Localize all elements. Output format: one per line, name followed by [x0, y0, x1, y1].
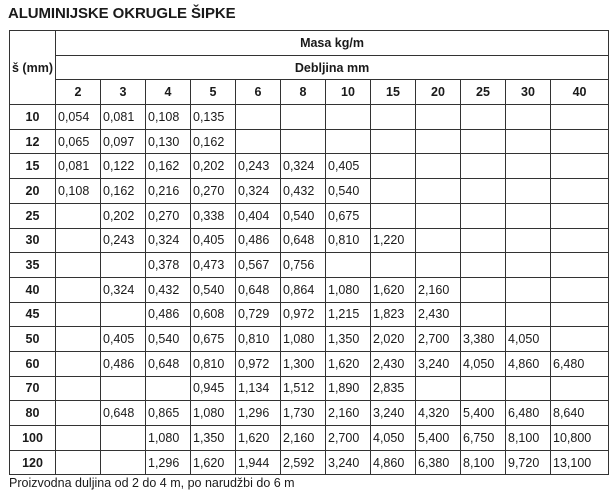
table-cell	[56, 450, 101, 475]
table-row	[10, 327, 609, 352]
table-cell: 0,108	[146, 105, 191, 130]
table-cell: 6,750	[461, 426, 506, 451]
table-cell	[506, 253, 551, 278]
group-header-cell: Masa kg/m	[56, 31, 609, 56]
page-title: ALUMINIJSKE OKRUGLE ŠIPKE	[8, 5, 236, 22]
table-cell	[146, 376, 191, 401]
table-cell: 0,864	[281, 277, 326, 302]
table-row	[10, 129, 609, 154]
table-cell: 0,324	[281, 154, 326, 179]
column-header: 4	[146, 80, 191, 105]
table-cell	[551, 277, 609, 302]
table-cell	[371, 129, 416, 154]
column-header: 15	[371, 80, 416, 105]
table-cell: 0,432	[146, 277, 191, 302]
row-label: 80	[10, 401, 56, 426]
table-cell	[326, 129, 371, 154]
table-cell: 2,835	[371, 376, 416, 401]
row-label: 10	[10, 105, 56, 130]
table-cell	[101, 426, 146, 451]
table-cell	[371, 105, 416, 130]
table-cell	[551, 228, 609, 253]
table-cell: 0,065	[56, 129, 101, 154]
table-row	[10, 401, 609, 426]
table-cell: 4,860	[506, 351, 551, 376]
table-cell: 0,972	[236, 351, 281, 376]
table-row	[10, 105, 609, 130]
sub-header-row	[10, 55, 609, 80]
table-cell: 4,320	[416, 401, 461, 426]
table-cell	[461, 154, 506, 179]
footnote: Proizvodna duljina od 2 do 4 m, po narudžbi do 6 m	[9, 476, 295, 490]
table-cell: 3,240	[326, 450, 371, 475]
table-cell: 0,324	[101, 277, 146, 302]
table-cell: 0,486	[101, 351, 146, 376]
table-cell: 0,540	[191, 277, 236, 302]
table-cell	[551, 129, 609, 154]
table-cell: 0,810	[236, 327, 281, 352]
table-cell	[56, 228, 101, 253]
table-cell: 0,648	[236, 277, 281, 302]
table-cell: 0,405	[101, 327, 146, 352]
table-row	[10, 376, 609, 401]
row-label: 35	[10, 253, 56, 278]
table-cell: 0,865	[146, 401, 191, 426]
table-cell: 9,720	[506, 450, 551, 475]
table-cell: 2,160	[416, 277, 461, 302]
table-cell: 1,134	[236, 376, 281, 401]
table-cell: 0,432	[281, 179, 326, 204]
table-cell: 0,473	[191, 253, 236, 278]
column-header: 10	[326, 80, 371, 105]
table-cell: 8,640	[551, 401, 609, 426]
table-cell: 1,730	[281, 401, 326, 426]
table-row	[10, 277, 609, 302]
mass-table	[9, 30, 609, 475]
table-cell	[551, 253, 609, 278]
row-label: 12	[10, 129, 56, 154]
table-cell: 0,540	[146, 327, 191, 352]
table-cell	[371, 179, 416, 204]
table-cell	[506, 302, 551, 327]
table-cell	[461, 277, 506, 302]
table-row	[10, 203, 609, 228]
table-cell: 1,620	[191, 450, 236, 475]
table-cell	[551, 376, 609, 401]
table-cell	[506, 376, 551, 401]
table-cell: 1,350	[326, 327, 371, 352]
table-cell	[56, 376, 101, 401]
table-cell: 0,135	[191, 105, 236, 130]
table-cell	[56, 351, 101, 376]
table-cell: 1,512	[281, 376, 326, 401]
table-cell	[416, 179, 461, 204]
table-cell	[461, 179, 506, 204]
table-cell	[416, 203, 461, 228]
table-cell	[371, 253, 416, 278]
table-cell: 0,756	[281, 253, 326, 278]
table-cell	[371, 203, 416, 228]
row-label: 70	[10, 376, 56, 401]
table-cell: 0,270	[191, 179, 236, 204]
table-cell	[326, 253, 371, 278]
table-cell: 1,300	[281, 351, 326, 376]
table-cell: 0,202	[191, 154, 236, 179]
row-label: 40	[10, 277, 56, 302]
table-cell: 1,350	[191, 426, 236, 451]
row-label: 25	[10, 203, 56, 228]
table-cell	[326, 105, 371, 130]
table-cell: 0,162	[191, 129, 236, 154]
column-header: 30	[506, 80, 551, 105]
table-cell	[506, 105, 551, 130]
table-cell	[56, 253, 101, 278]
sub-header-cell: Debljina mm	[56, 55, 609, 80]
table-cell: 1,620	[371, 277, 416, 302]
table-cell: 0,540	[281, 203, 326, 228]
column-header: 2	[56, 80, 101, 105]
table-cell	[551, 302, 609, 327]
table-cell	[416, 376, 461, 401]
table-cell: 2,160	[326, 401, 371, 426]
table-cell: 0,324	[146, 228, 191, 253]
column-header: 6	[236, 80, 281, 105]
table-row	[10, 426, 609, 451]
table-cell: 5,400	[461, 401, 506, 426]
table-cell	[461, 302, 506, 327]
column-header: 20	[416, 80, 461, 105]
table-cell: 0,810	[326, 228, 371, 253]
table-cell	[56, 327, 101, 352]
table-cell: 0,270	[146, 203, 191, 228]
table-cell: 8,100	[461, 450, 506, 475]
table-cell: 2,700	[326, 426, 371, 451]
table-cell: 0,243	[101, 228, 146, 253]
table-cell	[506, 129, 551, 154]
table-cell	[416, 129, 461, 154]
table-cell: 0,567	[236, 253, 281, 278]
table-cell	[506, 203, 551, 228]
table-cell: 1,220	[371, 228, 416, 253]
row-header-cell: š (mm)	[10, 31, 56, 105]
table-cell: 6,480	[506, 401, 551, 426]
table-row	[10, 228, 609, 253]
table-cell: 0,810	[191, 351, 236, 376]
row-label: 20	[10, 179, 56, 204]
table-cell: 0,405	[326, 154, 371, 179]
table-cell: 0,729	[236, 302, 281, 327]
row-label: 30	[10, 228, 56, 253]
table-cell: 0,243	[236, 154, 281, 179]
table-cell: 2,430	[371, 351, 416, 376]
table-cell	[551, 203, 609, 228]
row-label: 50	[10, 327, 56, 352]
table-cell: 3,380	[461, 327, 506, 352]
table-cell: 1,080	[326, 277, 371, 302]
column-header: 3	[101, 80, 146, 105]
table-cell	[551, 179, 609, 204]
table-cell: 1,080	[191, 401, 236, 426]
table-cell: 13,100	[551, 450, 609, 475]
table-cell	[416, 154, 461, 179]
table-cell	[236, 129, 281, 154]
table-cell: 2,700	[416, 327, 461, 352]
table-cell	[101, 302, 146, 327]
table-cell: 8,100	[506, 426, 551, 451]
table-cell: 1,890	[326, 376, 371, 401]
table-cell: 0,608	[191, 302, 236, 327]
table-cell: 0,338	[191, 203, 236, 228]
table-cell: 0,675	[326, 203, 371, 228]
table-cell	[56, 426, 101, 451]
table-cell	[461, 376, 506, 401]
table-cell: 3,240	[371, 401, 416, 426]
table-cell: 0,162	[101, 179, 146, 204]
table-cell: 0,216	[146, 179, 191, 204]
row-label: 15	[10, 154, 56, 179]
table-row	[10, 154, 609, 179]
row-label: 60	[10, 351, 56, 376]
table-cell	[461, 253, 506, 278]
table-cell	[506, 179, 551, 204]
table-cell	[416, 105, 461, 130]
table-cell: 2,160	[281, 426, 326, 451]
table-cell	[551, 105, 609, 130]
column-header-row	[10, 80, 609, 105]
table-cell	[461, 129, 506, 154]
table-cell: 4,050	[461, 351, 506, 376]
table-cell: 0,648	[281, 228, 326, 253]
table-cell	[281, 129, 326, 154]
row-label: 120	[10, 450, 56, 475]
table-cell: 0,108	[56, 179, 101, 204]
table-cell: 0,081	[56, 154, 101, 179]
table-cell	[236, 105, 281, 130]
table-row	[10, 351, 609, 376]
table-row	[10, 179, 609, 204]
table-cell: 2,020	[371, 327, 416, 352]
table-cell: 2,430	[416, 302, 461, 327]
table-cell	[461, 105, 506, 130]
table-cell	[281, 105, 326, 130]
table-cell: 1,620	[326, 351, 371, 376]
table-cell: 1,080	[281, 327, 326, 352]
group-header-row	[10, 31, 609, 56]
table-cell: 1,296	[236, 401, 281, 426]
table-cell: 1,080	[146, 426, 191, 451]
row-label: 45	[10, 302, 56, 327]
table-cell: 0,648	[146, 351, 191, 376]
table-cell	[101, 450, 146, 475]
table-cell: 1,823	[371, 302, 416, 327]
table-cell	[461, 228, 506, 253]
table-cell: 5,400	[416, 426, 461, 451]
table-cell: 1,620	[236, 426, 281, 451]
table-cell	[416, 253, 461, 278]
table-cell: 0,540	[326, 179, 371, 204]
table-body	[10, 105, 609, 475]
table-cell: 0,097	[101, 129, 146, 154]
table-cell: 0,130	[146, 129, 191, 154]
table-cell	[416, 228, 461, 253]
table-cell: 4,860	[371, 450, 416, 475]
table-cell: 1,944	[236, 450, 281, 475]
table-cell: 1,296	[146, 450, 191, 475]
table-cell: 0,405	[191, 228, 236, 253]
table-cell: 10,800	[551, 426, 609, 451]
row-label: 100	[10, 426, 56, 451]
table-cell: 6,380	[416, 450, 461, 475]
table-cell	[371, 154, 416, 179]
table-cell: 4,050	[371, 426, 416, 451]
table-cell: 6,480	[551, 351, 609, 376]
table-cell	[506, 228, 551, 253]
table-cell: 0,972	[281, 302, 326, 327]
table-cell: 0,081	[101, 105, 146, 130]
table-cell: 0,486	[236, 228, 281, 253]
table-cell: 0,648	[101, 401, 146, 426]
table-cell: 0,202	[101, 203, 146, 228]
table-cell: 1,215	[326, 302, 371, 327]
table-cell: 0,122	[101, 154, 146, 179]
table-cell	[506, 154, 551, 179]
column-header: 5	[191, 80, 236, 105]
table-cell: 4,050	[506, 327, 551, 352]
table-cell	[56, 203, 101, 228]
table-cell	[461, 203, 506, 228]
table-row	[10, 302, 609, 327]
table-cell	[506, 277, 551, 302]
table-cell: 0,378	[146, 253, 191, 278]
table-cell	[56, 277, 101, 302]
table-cell: 0,404	[236, 203, 281, 228]
table-cell: 2,592	[281, 450, 326, 475]
table-cell	[551, 327, 609, 352]
column-header: 40	[551, 80, 609, 105]
table-cell: 0,054	[56, 105, 101, 130]
table-cell: 0,324	[236, 179, 281, 204]
table-cell	[101, 253, 146, 278]
table-cell	[551, 154, 609, 179]
table-cell	[56, 302, 101, 327]
table-cell: 0,486	[146, 302, 191, 327]
table-cell: 3,240	[416, 351, 461, 376]
table-cell	[101, 376, 146, 401]
column-header: 25	[461, 80, 506, 105]
column-header: 8	[281, 80, 326, 105]
table-row	[10, 253, 609, 278]
table-row	[10, 450, 609, 475]
table-cell: 0,162	[146, 154, 191, 179]
table-cell: 0,675	[191, 327, 236, 352]
table-cell: 0,945	[191, 376, 236, 401]
table-cell	[56, 401, 101, 426]
